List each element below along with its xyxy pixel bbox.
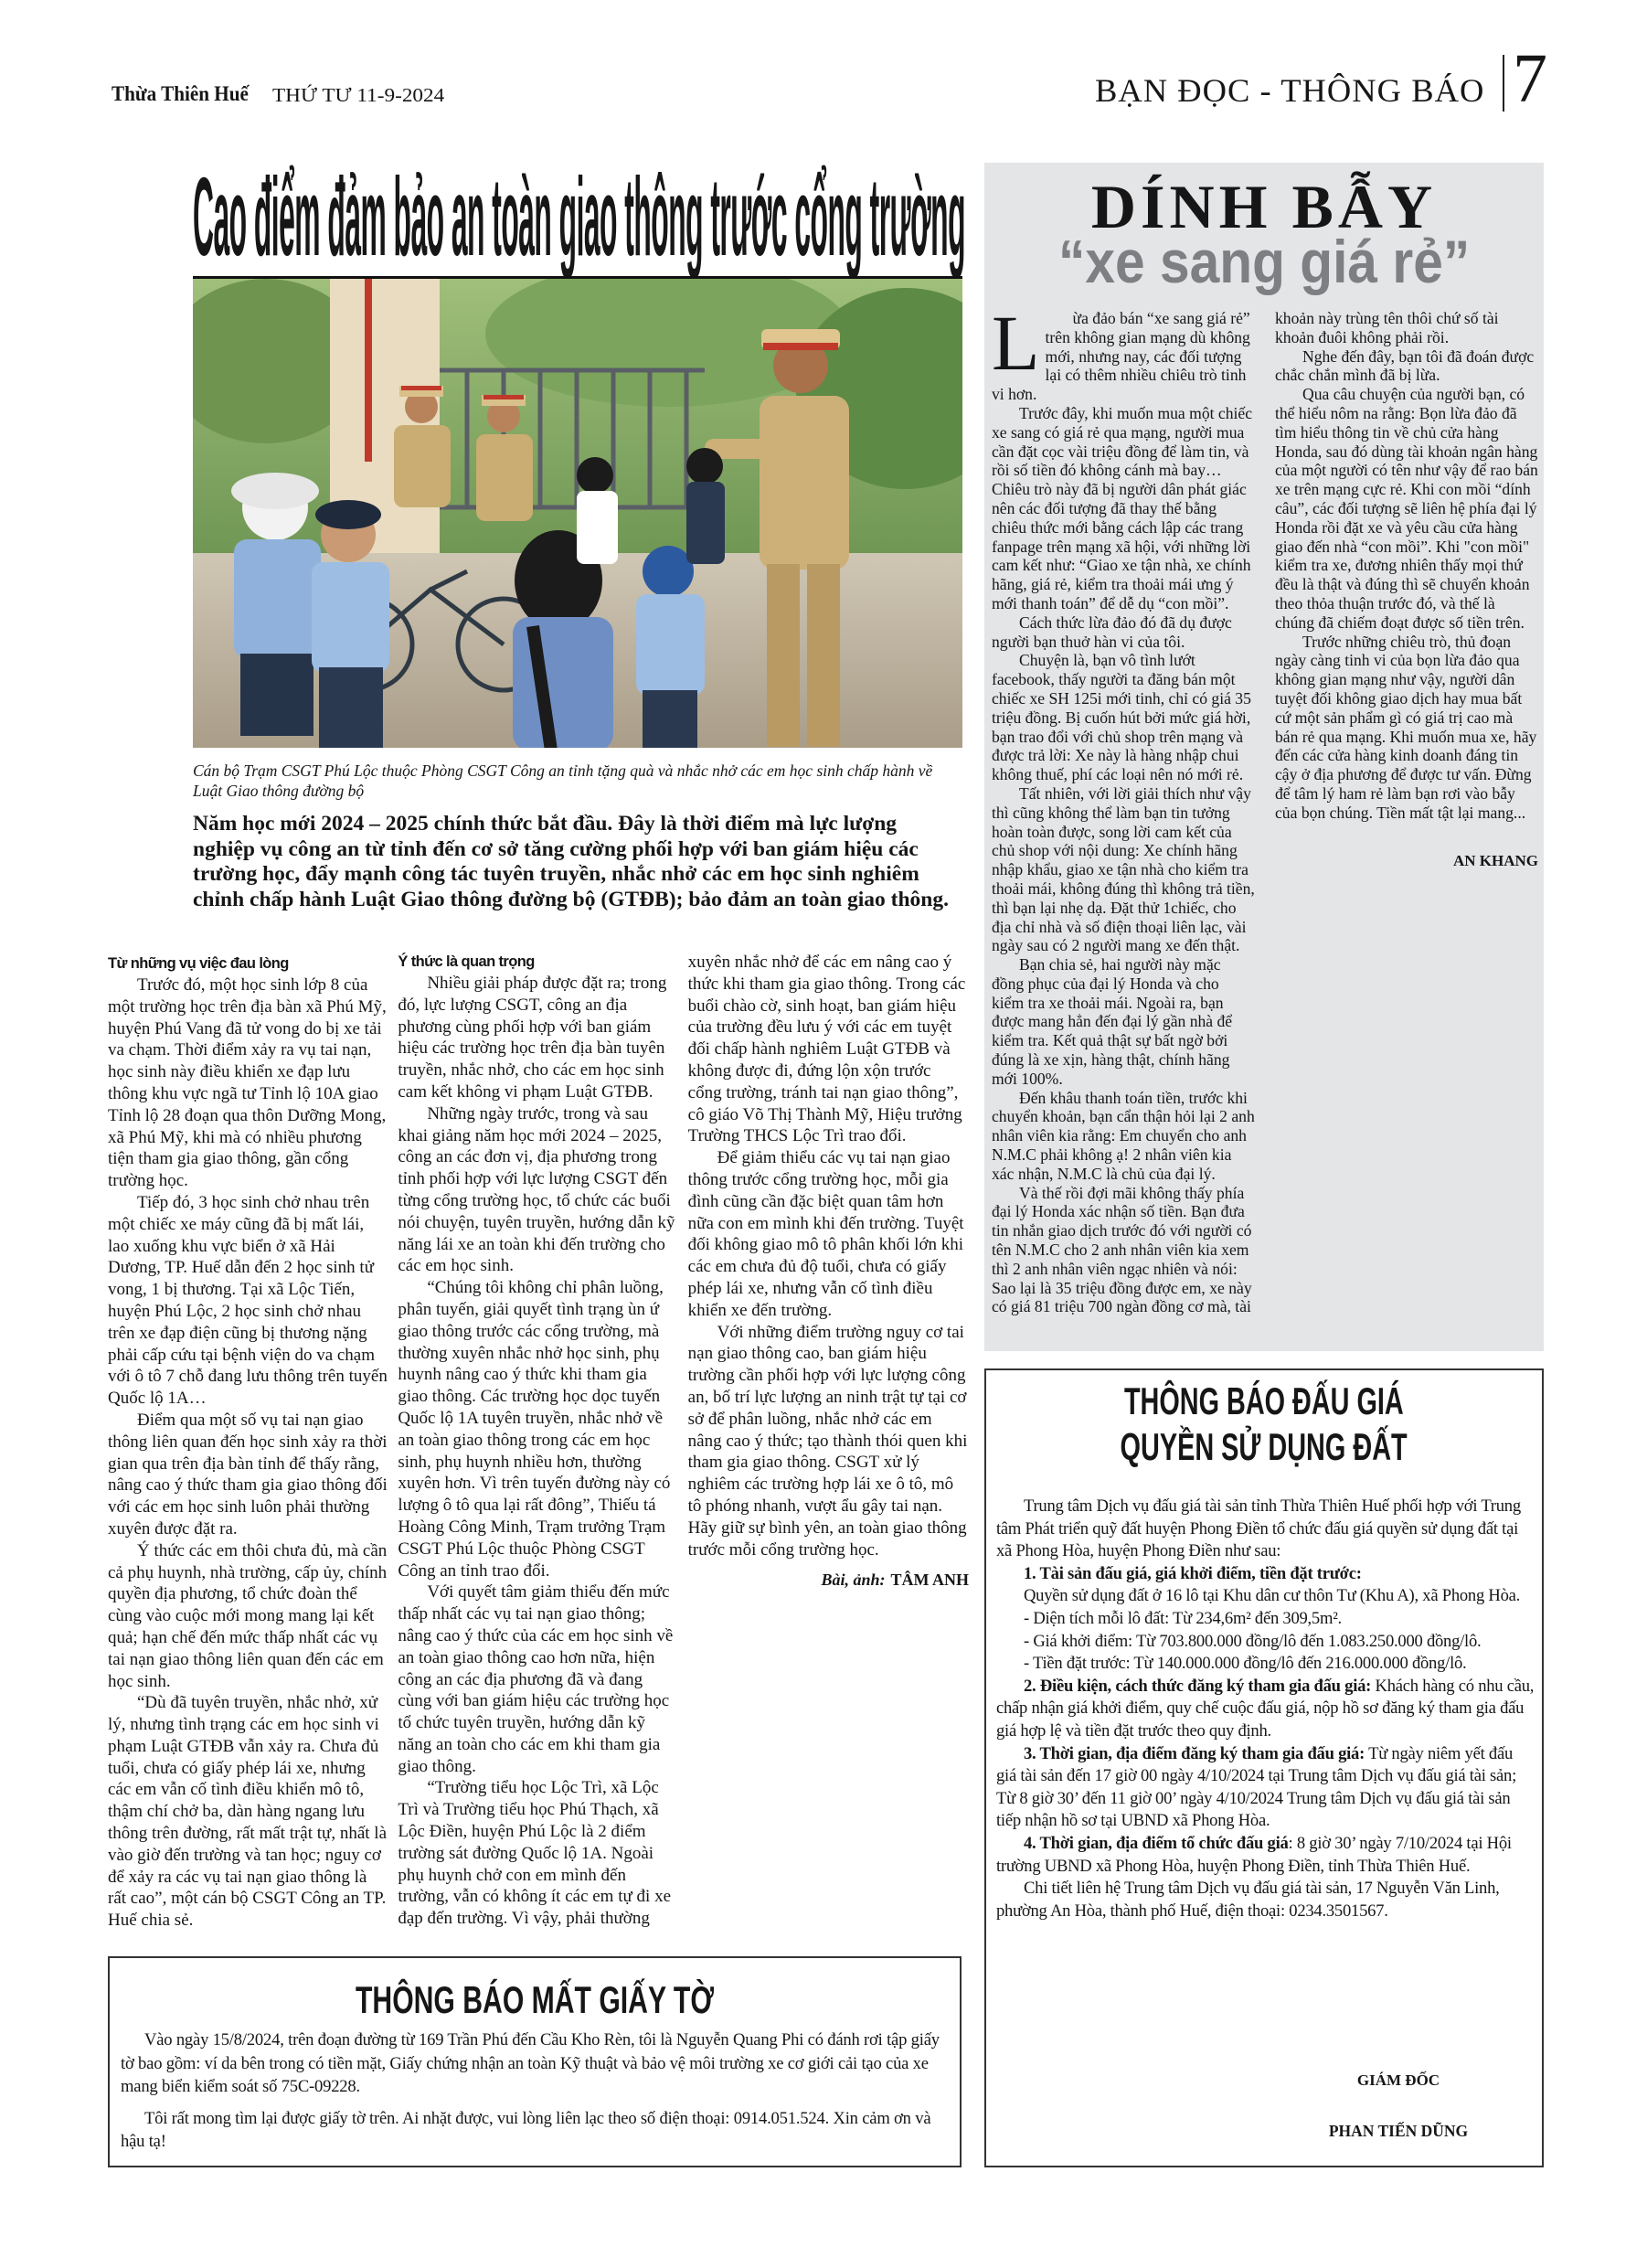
paragraph-text: Điểm qua một số vụ tai nạn giao thông liên quan đến học sinh xảy ra thời gian qua trên địa bàn tỉnh để thấy rằng, nâng cao ý thức tham gia giao thông đối với các em học sinh luôn phải thường xuyên được đặt ra. [108, 1410, 388, 1539]
article-photo [193, 276, 962, 748]
paragraph-text: - Tiền đặt trước: Từ 140.000.000 đồng/lô đến 216.000.000 đồng/lô. [1024, 1654, 1467, 1674]
article-lead: Năm học mới 2024 – 2025 chính thức bắt đầu. Đây là thời điểm mà lực lượng nghiệp vụ công an từ tỉnh đến cơ sở tăng cường phối hợp với ban giám hiệu các trường học, đẩy mạnh công tác tuyên truyền, nhắc nhở các em học sinh nghiêm chỉnh chấp hành Luật Giao thông đường bộ (GTĐB); bảo đảm an toàn giao thông. [193, 812, 949, 911]
paragraph-text: Trung tâm Dịch vụ đấu giá tài sản tỉnh Thừa Thiên Huế phối hợp với Trung tâm Phát triển quỹ đất huyện Phong Điền tổ chức đấu giá quyền sử dụng đất tại xã Phong Hòa, huyện Phong Điền như sau: [996, 1496, 1521, 1561]
signature-title: GIÁM ĐỐC [1356, 2071, 1440, 2089]
paragraph-text: Nghe đến đây, bạn tôi đã đoán được chắc chắn mình đã bị lừa. [1275, 346, 1535, 385]
paragraph-text: Từ ngày niêm yết đấu giá tài sản đến 17 giờ 00 ngày 4/10/2024 tại Trung tâm Dịch vụ đấu giá tài sản; Từ 8 giờ 30’ đến 11 giờ 00’ ngày 4/10/2024 Trung tâm Dịch vụ đấu giá tài sản tiếp nhận hồ sơ tại UBND xã Phong Hòa. [996, 1743, 1516, 1831]
paragraph-text: Với quyết tâm giảm thiểu đến mức thấp nhất các vụ tai nạn giao thông; nâng cao ý thức của các em học sinh về an toàn giao thông cao hơn nữa, hiện công an các địa phương đã và đang cùng với ban giám hiệu các trường học tổ chức tuyên truyền, hướng dẫn kỹ năng an toàn cho các em khi tham gia giao thông. [398, 1582, 674, 1776]
paragraph-text: Tiếp đó, 3 học sinh chở nhau trên một chiếc xe máy cũng đã bị mất lái, lao xuống khu vực biển ở xã Hải Dương, TP. Huế dẫn đến 2 học sinh tử vong, 1 bị thương. Tại xã Lộc Tiến, huyện Phú Lộc, 2 học sinh chở nhau trên xe đạp điện cũng bị thương nặng phải cấp cứu tại bệnh viện do va chạm với ô tô 7 chỗ đang lưu thông trên tuyến Quốc lộ 1A… [108, 1192, 388, 1409]
paragraph [688, 1147, 969, 1321]
paragraph [992, 404, 1255, 613]
paragraph [121, 2028, 952, 2099]
article-body [108, 952, 969, 1950]
paragraph-text: Ý thức là quan trọng [398, 953, 535, 970]
headline [193, 154, 966, 279]
paragraph [996, 1496, 1535, 1563]
sidebar-article-subtitle-text: “xe sang giá rẻ” [1057, 228, 1471, 295]
auction-notice-title-line1 [984, 1379, 1544, 1424]
paragraph [1275, 347, 1538, 386]
paragraph-text: Trước những chiêu trò, thủ đoạn ngày càng tinh vi của bọn lừa đảo qua không gian mạng như vậy, người dân tuyệt đối không giao dịch hay mua bất cứ một sản phẩm gì có giá trị cao mà bán rẻ qua mạng. Khi muốn mua xe, hãy đến các cửa hàng kinh doanh đáng tin cậy ở địa phương để được tư vấn. Đừng để tâm lý ham rẻ làm bạn rơi vào bẫy của bọn chúng. Tiền mất tật lại mang... [1275, 632, 1537, 822]
byline [688, 1570, 969, 1592]
paragraph [398, 1277, 678, 1581]
paragraph-text: - Giá khởi điểm: Từ 703.800.000 đồng/lô đến 1.083.250.000 đồng/lô. [1024, 1631, 1482, 1651]
paragraph-text: : 8 giờ 30’ ngày 7/10/2024 tại Hội trường UBND xã Phong Hòa, huyện Phong Điền, tỉnh Thừa Thiên Huế. [996, 1833, 1512, 1876]
paragraph [996, 1676, 1535, 1743]
paragraph [996, 1608, 1535, 1631]
paragraph [996, 1833, 1535, 1878]
paragraph [992, 613, 1255, 652]
paragraph [398, 1581, 678, 1777]
headline-text: Cao điểm đảm bảo an toàn giao thông trước cổng trường [193, 154, 966, 279]
bold-label: Bài, ảnh: [821, 1571, 886, 1590]
paragraph [992, 784, 1255, 955]
paragraph [398, 1103, 678, 1277]
paragraph-text: Nhiều giải pháp được đặt ra; trong đó, lực lượng CSGT, công an địa phương cùng phối hợp với ban giám hiệu các trường học trên địa bàn tuyên truyền, nhắc nhở, cho các em học sinh cam kết không vi phạm Luật GTĐB. [398, 974, 667, 1102]
bold-label: 4. Thời gian, địa điểm tổ chức đấu giá [1024, 1833, 1289, 1853]
paragraph [108, 974, 388, 1192]
issue-date [272, 84, 445, 107]
author-name: AN KHANG [1452, 851, 1538, 869]
paragraph-text: Khách hàng có nhu cầu, chấp nhận giá khởi điểm, quy chế cuộc đấu giá, nộp hồ sơ đăng ký tham gia đấu giá hợp lệ và tiền đặt trước theo quy định. [996, 1676, 1535, 1741]
paragraph [398, 973, 678, 1103]
sidebar-article-title: DÍNH BẪY [1090, 172, 1438, 241]
photo-scene [193, 279, 962, 748]
paragraph-text: Và thế rồi đợi mãi không thấy phía đại lý Honda xác nhận số tiền. Bạn đưa tin nhắn giao dịch trước đó với người có tên N.M.C cho 2 anh nhân viên kia xem thì 2 anh nhân viên ngạc nhiên và nói: Sao lại là 35 triệu đồng được em, xe này có giá 81 triệu 700 ngàn đồng cơ mà, tài khoản này trùng tên thôi chứ số tài khoản đuôi không phải rồi. [992, 309, 1499, 1316]
paragraph-text: “Dù đã tuyên truyền, nhắc nhở, xử lý, nhưng tình trạng các em học sinh vi phạm Luật GTĐB vẫn xảy ra. Chưa đủ tuổi, chưa có giấy phép lái xe, nhưng các em vẫn cố tình điều khiển mô tô, thậm chí chở ba, dàn hàng ngang lưu thông trên đường, rất mất trật tự, nhất là vào giờ đến trường và tan học; nguy cơ để xảy ra các vụ tai nạn giao thông là rất cao”, một cán bộ CSGT Công an TP. Huế chia sẻ. [108, 1693, 388, 1931]
paragraph [108, 1540, 388, 1693]
paragraph-text: Tôi rất mong tìm lại được giấy tờ trên. Ai nhặt được, vui lòng liên lạc theo số điện thoại: 0914.051.524. Xin cảm ơn và hậu tạ! [121, 2108, 931, 2151]
bold-label: 2. Điều kiện, cách thức đăng ký tham gia đấu giá: [1024, 1676, 1372, 1696]
paragraph-text: Trước đó, một học sinh lớp 8 của một trường học trên địa bàn xã Phú Mỹ, huyện Phú Vang đã tử vong do bị xe tải va chạm. Thời điểm xảy ra vụ tai nạn, học sinh này điều khiển xe đạp lưu thông khu vực ngã tư Tỉnh lộ 10A giao Tỉnh lộ 28 đoạn qua thôn Dưỡng Mong, xã Phú Mỹ, khi mà có nhiều phương tiện tham gia giao thông, gần cổng trường học. [108, 975, 387, 1191]
paragraph [996, 1653, 1535, 1676]
paragraph [996, 1878, 1535, 1922]
paragraph-text: Tất nhiên, với lời giải thích như vậy thì cũng không thể làm bạn tin tưởng hoàn toàn được, song lời cam kết của chủ shop với nội dung: Xe chính hãng nhập khẩu, giao xe tận nhà cho kiểm tra thoải mái, không đúng thì không trả tiền, thì bạn lại nhẹ dạ. Đặt thử 1chiếc, cho địa chỉ nhà và số điện thoại liên lạc, vài ngày sau có 2 người mang xe đến thật. [992, 783, 1255, 955]
paragraph-text: Cách thức lừa đảo đó đã dụ được người bạn thuở hàn vi của tôi. [992, 612, 1232, 651]
paragraph [992, 651, 1255, 784]
paragraph [108, 1192, 388, 1410]
masthead [112, 82, 260, 106]
paragraph [996, 1563, 1535, 1586]
paragraph [992, 1089, 1255, 1184]
auction-title-text: QUYỀN SỬ DỤNG ĐẤT [1120, 1425, 1408, 1468]
paragraph-text: - Diện tích mỗi lô đất: Từ 234,6m² đến 309,5m². [1024, 1608, 1342, 1628]
paragraph-text: Từ những vụ việc đau lòng [108, 955, 289, 972]
section-title [1095, 71, 1485, 110]
paragraph-text: “Trường tiểu học Lộc Trì, xã Lộc Trì và Trường tiểu học Phú Thạch, xã Lộc Điền, huyện Phú Lộc là 2 điểm trường sát đường Quốc lộ 1A. Ngoài phụ huynh chở con em mình đến trường, vẫn có không ít các em tự đi xe đạp đến trường. Vì vậy, phải thường xuyên nhắc nhở để các em nâng cao ý thức khi tham gia giao thông. Trong các buổi chào cờ, sinh hoạt, ban giám hiệu của trường đều lưu ý với các em tuyệt đối chấp hành nghiêm Luật GTĐB và không được đi, đứng lộn xộn trước cổng trường, tránh tai nạn giao thông”, cô giáo Võ Thị Thành Mỹ, Hiệu trưởng Trường THCS Lộc Trì trao đổi. [398, 953, 966, 1929]
lost-papers-title-text: THÔNG BÁO MẤT GIẤY TỜ [355, 1978, 715, 2021]
paragraph-text: Ý thức các em thôi chưa đủ, mà cần cả phụ huynh, nhà trường, cấp ủy, chính quyền địa phương, tổ chức đoàn thể cùng vào cuộc mới mong mang lại kết quả; hạn chế đến mức thấp nhất các vụ tai nạn giao thông liên quan đến các em học sinh. [108, 1540, 388, 1691]
subheading [398, 952, 678, 972]
paragraph-text: Với những điểm trường nguy cơ tai nạn giao thông cao, ban giám hiệu trường cần phối hợp với lực lượng công an, bố trí lực lượng an ninh trật tự tại cơ sở để phân luồng, nhắc nhở các em nâng cao ý thức; tạo thành thói quen khi tham gia giao thông. CSGT xử lý nghiêm các trường hợp lái xe ô tô, mô tô phóng nhanh, vượt ẩu gây tai nạn. Hãy giữ sự bình yên, an toàn giao thông trước mỗi cổng trường học. [687, 1322, 968, 1560]
paragraph-text: Để giảm thiểu các vụ tai nạn giao thông trước cổng trường học, mỗi gia đình cũng cần đặc biệt quan tâm hơn nữa con em mình khi đến trường. Tuyệt đối không giao mô tô phân khối lớn khi các em chưa đủ độ tuổi, chưa có giấy phép lái xe, nhưng vẫn cố tình điều khiển xe đến trường. [687, 1148, 964, 1320]
author-name: TÂM ANH [890, 1571, 969, 1590]
paragraph-text: Trước đây, khi muốn mua một chiếc xe sang có giá rẻ qua mạng, người mua cần đặt cọc vài triệu đồng để làm tin, và rồi số tiền đó không cánh mà bay… Chiêu trò này đã bị người dân phát giác nên các đối tượng đã thay thế bằng chiêu thức mới bằng cách lập các trang fanpage trên mạng xã hội, với những lời cam kết như: “Giao xe tận nhà, xe chính hãng, giá rẻ, kiểm tra thoải mái ưng ý mới thanh toán” để dễ dụ “con mồi”. [992, 403, 1253, 612]
auction-title-text: THÔNG BÁO ĐẤU GIÁ [1124, 1379, 1404, 1422]
auction-notice-title-line2 [984, 1424, 1544, 1470]
paragraph [688, 1322, 969, 1561]
paragraph [992, 299, 1255, 404]
bold-label: 3. Thời gian, địa điểm đăng ký tham gia đấu giá: [1024, 1743, 1365, 1763]
paragraph [996, 1585, 1535, 1608]
paragraph [996, 1743, 1535, 1833]
paragraph-text: “Chúng tôi không chỉ phân luồng, phân tuyến, giải quyết tình trạng ùn ứ giao thông trước các cổng trường, mà thường xuyên nhắc nhở học sinh, phụ huynh nâng cao ý thức khi tham gia giao thông. Các trường học dọc tuyến Quốc lộ 1A tuyên truyền, nhắc nhở về an toàn giao thông trong các em học sinh, phụ huynh nhiều hơn, thường xuyên hơn. Vì trên tuyến đường này có lượng ô tô qua lại rất đông”, Thiếu tá Hoàng Công Minh, Trạm trưởng Trạm CSGT Phú Lộc thuộc Phòng CSGT Công an tỉnh trao đổi. [398, 1278, 671, 1581]
page-number: 7 [1513, 40, 1547, 117]
paragraph [108, 1410, 388, 1540]
paragraph-text: Chuyện là, bạn vô tình lướt facebook, thấy người ta đăng bán một chiếc xe SH 125i mới tinh, chỉ có giá 35 triệu đồng. Bị cuốn hút bởi mức giá hời, bạn trao đổi với chủ shop trên mạng và được trả lời: Xe này là hàng nhập chui không thuế, phí các loại nên nó mới rẻ. [992, 651, 1251, 784]
paragraph-text: Chi tiết liên hệ Trung tâm Dịch vụ đấu giá tài sản, 17 Nguyễn Văn Linh, phường An Hòa, thành phố Huế, điện thoại: 0234.3501567. [996, 1879, 1500, 1921]
author-credit [1275, 852, 1538, 871]
bold-label: 1. Tài sản đấu giá, giá khởi điểm, tiền đặt trước: [1024, 1563, 1362, 1583]
paragraph-text: Bạn chia sẻ, hai người này mặc đồng phục của đại lý Honda và cho kiểm tra xe thoải mái. Ngoài ra, bạn được mang hẳn đến đại lý gần nhà để kiểm tra. Kết quả thật sự bất ngờ bởi đúng là xe xịn, hàng thật, chính hãng mới 100%. [992, 955, 1233, 1088]
paragraph-text: Đến khâu thanh toán tiền, trước khi chuyển khoản, bạn cẩn thận hỏi lại 2 anh nhân viên kia rằng: Em chuyển cho anh N.M.C phải không ạ! 2 nhân viên kia xác nhận, N.M.C là chủ của đại lý. [992, 1088, 1255, 1183]
paragraph-text: Những ngày trước, trong và sau khai giảng năm học mới 2024 – 2025, công an các đơn vị, địa phương trong tỉnh phối hợp với lực lượng CSGT đến từng cổng trường học, tổ chức các buổi nói chuyện, tuyên truyền, hướng dẫn kỹ năng lái xe an toàn khi đến trường cho các em học sinh. [398, 1103, 675, 1276]
section-title-text: BẠN ĐỌC - THÔNG BÁO [1095, 72, 1485, 109]
drop-cap: L [992, 299, 1040, 387]
sidebar-article-body [992, 299, 1538, 1344]
paragraph [121, 2107, 952, 2154]
sidebar-article-subtitle [984, 230, 1544, 293]
masthead-text: Thừa Thiên Huế [112, 82, 249, 105]
paragraph-text: Vào ngày 15/8/2024, trên đoạn đường từ 169 Trần Phú đến Cầu Kho Rèn, tôi là Nguyễn Quang Phi có đánh rơi tập giấy tờ bao gồm: ví da bên trong có tiền mặt, Giấy chứng nhận an toàn Kỹ thuật và bảo vệ môi trường xe cơ giới cải tạo của xe mang biển kiểm soát số 75C-09228. [121, 2030, 940, 2096]
paragraph [992, 955, 1255, 1089]
paragraph [108, 1692, 388, 1932]
lost-papers-notice-body [121, 2028, 952, 2162]
signature-name: PHAN TIẾN DŨNG [1328, 2122, 1469, 2140]
paragraph-text: Qua câu chuyện của người bạn, có thể hiểu nôm na rằng: Bọn lừa đảo đã tìm hiểu thông tin về chủ cửa hàng Honda, sau đó dùng tài khoản ngân hàng của một người có tên như vậy để rao bán xe trên mạng cực rẻ. Khi con mồi “dính câu”, các đối tượng sẽ liên hệ phía đại lý Honda rồi đặt xe và yêu cầu cửa hàng giao đến nhà “con mồi”. Khi "con mồi" kiểm tra xe, đương nhiên thấy mọi thứ đều là thật và đúng thì sẽ chuyển khoản theo thỏa thuận trước đó, và thế là chúng đã chiếm đoạt được số tiền trên. [1275, 385, 1538, 632]
subheading [108, 953, 388, 974]
header-divider [1503, 55, 1504, 112]
photo-caption: Cán bộ Trạm CSGT Phú Lộc thuộc Phòng CSGT Công an tỉnh tặng quà và nhắc nhở các em học sinh chấp hành về Luật Giao thông đường bộ [193, 761, 933, 800]
issue-date-text: THỨ TƯ 11-9-2024 [272, 84, 445, 106]
auction-notice-body [996, 1496, 1535, 1922]
paragraph-text: ừa đảo bán “xe sang giá rẻ” trên không gian mạng dù không mới, nhưng nay, các đối tượng lại có thêm nhiều chiêu trò tinh vi hơn. [992, 309, 1250, 404]
lost-papers-notice-title [108, 1977, 962, 2023]
paragraph [1275, 385, 1538, 632]
paragraph-text: Quyền sử dụng đất ở 16 lô tại Khu dân cư thôn Tư (Khu A), xã Phong Hòa. [1024, 1586, 1521, 1606]
paragraph [1275, 633, 1538, 823]
paragraph [996, 1631, 1535, 1654]
